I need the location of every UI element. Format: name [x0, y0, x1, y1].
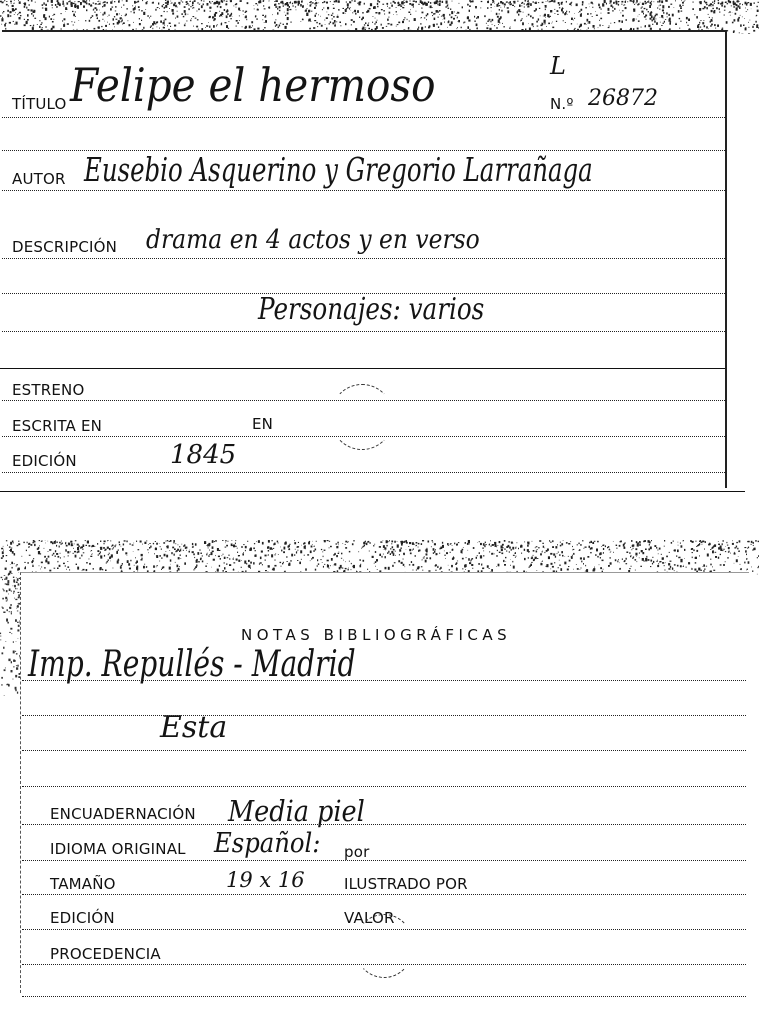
- autor-label: AUTOR: [12, 170, 66, 188]
- edicion-label-back: EDICIÓN: [50, 909, 115, 927]
- circular-stamp-back: [354, 914, 414, 978]
- edicion-label-front: EDICIÓN: [12, 452, 77, 470]
- edicion-value-front: 1845: [170, 440, 237, 470]
- tamano-dotted-rule: [22, 894, 746, 895]
- edicion-dotted-rule: [2, 472, 725, 473]
- tamano-label: TAMAÑO: [50, 875, 116, 893]
- numero-label: N.º: [550, 95, 574, 113]
- speckle-texture-top: [0, 0, 759, 34]
- procedencia-label: PROCEDENCIA: [50, 945, 161, 963]
- descripcion-dotted-rule: [2, 258, 725, 259]
- idioma-value: Español:: [214, 828, 321, 859]
- escrita-en-label: ESCRITA EN: [12, 417, 103, 435]
- descripcion-label: DESCRIPCIÓN: [12, 238, 118, 256]
- autor-value: Eusebio Asquerino y Gregorio Larrañaga: [84, 150, 593, 189]
- ilustrado-label: ILUSTRADO POR: [344, 875, 468, 893]
- back-dotted-rule-4: [22, 786, 746, 787]
- numero-value: 26872: [588, 86, 658, 111]
- autor-dotted-rule: [2, 190, 725, 191]
- descripcion-value: drama en 4 actos y en verso: [146, 225, 480, 255]
- idioma-label: IDIOMA ORIGINAL: [50, 840, 186, 858]
- front-dotted-rule-6: [2, 331, 725, 332]
- en-label: EN: [252, 415, 274, 433]
- titulo-label: TÍTULO: [12, 95, 67, 113]
- back-dotted-rule-2: [22, 715, 746, 716]
- tamano-value: 19 x 16: [226, 868, 305, 892]
- estreno-label: ESTRENO: [12, 381, 85, 399]
- back-dotted-rule-1: [22, 680, 746, 681]
- note-line-2: Esta: [160, 710, 228, 745]
- card-number-mark: L: [550, 52, 566, 80]
- note-line-1: Imp. Repullés - Madrid: [28, 644, 356, 685]
- encuadernacion-label: ENCUADERNACIÓN: [50, 805, 196, 823]
- front-solid-rule: [0, 368, 725, 369]
- back-dotted-rule-3: [22, 750, 746, 751]
- circular-stamp-front: [330, 384, 394, 450]
- titulo-value: Felipe el hermoso: [70, 58, 436, 112]
- valor-label: VALOR: [344, 909, 395, 927]
- idioma-dotted-rule: [22, 860, 746, 861]
- notas-bibliograficas-title: NOTAS BIBLIOGRÁFICAS: [241, 626, 512, 644]
- speckle-texture-middle: [0, 540, 759, 576]
- personajes-value: Personajes: varios: [258, 292, 485, 327]
- encuadernacion-value: Media piel: [228, 794, 365, 828]
- por-label: por: [344, 843, 370, 861]
- encuadernacion-dotted-rule: [22, 824, 746, 825]
- back-bottom-rule: [22, 996, 746, 997]
- card-bottom-edge: [0, 491, 745, 492]
- titulo-dotted-rule: [2, 117, 725, 118]
